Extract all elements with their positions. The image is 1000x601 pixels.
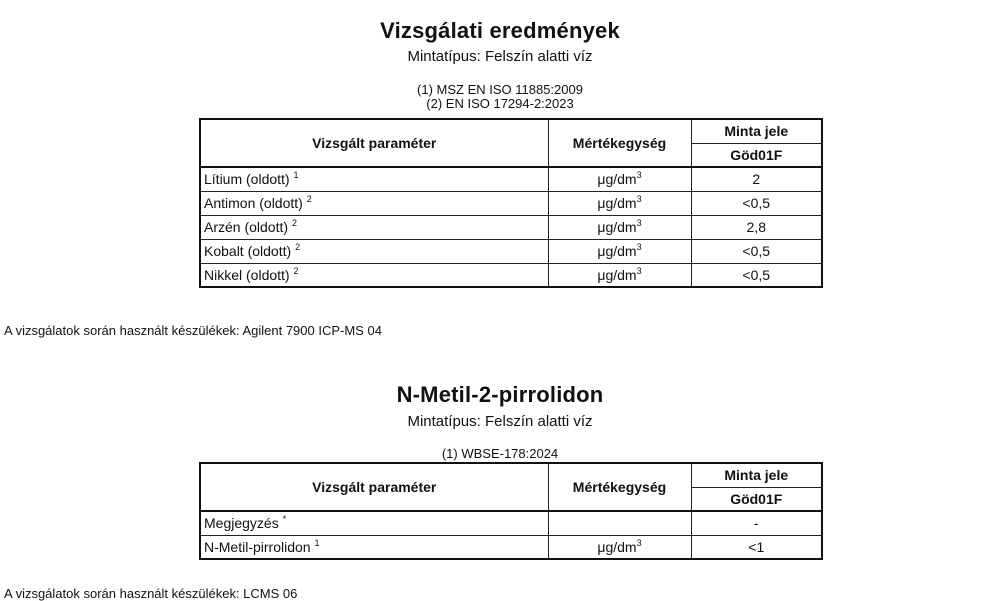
table-row bbox=[200, 215, 822, 239]
unit-cell bbox=[548, 511, 691, 535]
section1-results-table bbox=[199, 118, 823, 288]
section2-instrument-note: A vizsgálatok során használt készülékek: LCMS 06 bbox=[4, 586, 298, 601]
parameter-cell: Megjegyzés * bbox=[200, 511, 548, 535]
sample-code-header: Göd01F bbox=[691, 143, 822, 167]
table-row bbox=[200, 263, 822, 287]
section2-title: N-Metil-2-pirrolidon bbox=[396, 382, 604, 407]
unit-cell: $\mu g/dm^3$ bbox=[548, 263, 691, 287]
unit-cell: $\mu g/dm^3$ bbox=[548, 215, 691, 239]
parameter-header: Vizsgált paraméter bbox=[200, 463, 548, 511]
table-row bbox=[200, 167, 822, 191]
value-cell: 2,8 bbox=[691, 215, 822, 239]
table-row bbox=[200, 535, 822, 559]
sample-code-header: Göd01F bbox=[691, 487, 822, 511]
unit-cell: $\mu g/dm^3$ bbox=[548, 239, 691, 263]
parameter-cell: Antimon (oldott) $^2$ bbox=[200, 191, 548, 215]
section2-method-1: (1) WBSE-178:2024 bbox=[441, 446, 559, 461]
parameter-cell: N-Metil-pirrolidon $^1$ bbox=[200, 535, 548, 559]
value-cell: <0,5 bbox=[691, 191, 822, 215]
section1-title: Vizsgálati eredmények bbox=[380, 18, 620, 43]
table-row bbox=[200, 239, 822, 263]
parameter-cell: Lítium (oldott) $^1$ bbox=[200, 167, 548, 191]
value-cell: <1 bbox=[691, 535, 822, 559]
table-row bbox=[200, 191, 822, 215]
section1-sample-type: Mintatípus: Felszín alatti víz bbox=[407, 48, 593, 65]
parameter-cell: Kobalt (oldott) $^2$ bbox=[200, 239, 548, 263]
value-cell: 2 bbox=[691, 167, 822, 191]
parameter-cell: Nikkel (oldott) $^2$ bbox=[200, 263, 548, 287]
value-cell: - bbox=[691, 511, 822, 535]
value-cell: <0,5 bbox=[691, 239, 822, 263]
sample-mark-header: Minta jele bbox=[691, 119, 822, 143]
sample-mark-header: Minta jele bbox=[691, 463, 822, 487]
parameter-cell: Arzén (oldott) $^2$ bbox=[200, 215, 548, 239]
section1-method-1: (1) MSZ EN ISO 11885:2009 bbox=[417, 82, 583, 97]
unit-cell: $\mu g/dm^3$ bbox=[548, 167, 691, 191]
value-cell: <0,5 bbox=[691, 263, 822, 287]
table-row bbox=[200, 511, 822, 535]
section1-instrument-note: A vizsgálatok során használt készülékek: Agilent 7900 ICP-MS 04 bbox=[4, 323, 382, 338]
section1-method-2: (2) EN ISO 17294-2:2023 bbox=[426, 96, 574, 111]
unit-cell: $\mu g/dm^3$ bbox=[548, 191, 691, 215]
unit-header: Mértékegység bbox=[548, 119, 691, 167]
parameter-header: Vizsgált paraméter bbox=[200, 119, 548, 167]
section2-results-table bbox=[199, 462, 823, 560]
section2-sample-type: Mintatípus: Felszín alatti víz bbox=[407, 413, 593, 430]
unit-cell: $\mu g/dm^3$ bbox=[548, 535, 691, 559]
unit-header: Mértékegység bbox=[548, 463, 691, 511]
